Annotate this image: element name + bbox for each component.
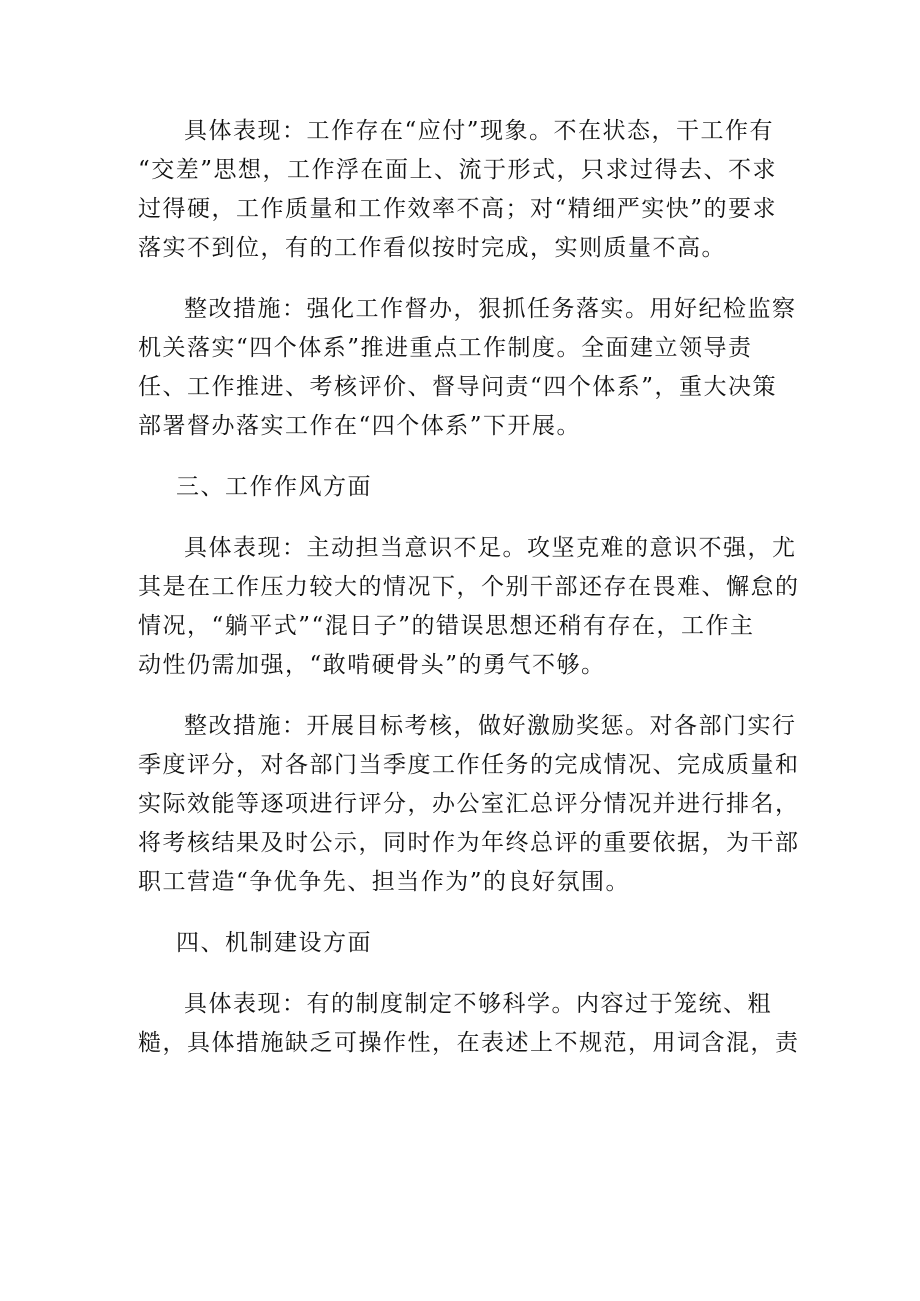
text-line: 职工营造“争优争先、担当作为”的良好氛围。 <box>138 869 631 895</box>
text-line: 过得硬，工作质量和工作效率不高；对“精细严实快”的要求 <box>138 196 778 222</box>
section-heading-work-style: 三、工作作风方面 <box>176 474 372 500</box>
text-line: 将考核结果及时公示，同时作为年终总评的重要依据，为干部 <box>138 830 800 856</box>
text-line: 整改措施：开展目标考核，做好激励奖惩。对各部门实行 <box>184 713 797 739</box>
text-line: 其是在工作压力较大的情况下，个别干部还存在畏难、懈怠的 <box>138 574 800 600</box>
text-line: 落实不到位，有的工作看似按时完成，实则质量不高。 <box>138 235 726 261</box>
paragraph-performance-2 <box>138 529 800 685</box>
text-line: 季度评分，对各部门当季度工作任务的完成情况、完成质量和 <box>138 752 800 778</box>
paragraph-measures-1 <box>138 290 797 446</box>
paragraph-performance-1 <box>138 112 778 268</box>
text-line: 整改措施：强化工作督办，狠抓任务落实。用好纪检监察 <box>184 296 797 322</box>
text-line: 具体表现：有的制度制定不够科学。内容过于笼统、粗 <box>184 991 772 1017</box>
text-line: 机关落实“四个体系”推进重点工作制度。全面建立领导责 <box>138 335 753 361</box>
text-line: 部署督办落实工作在“四个体系”下开展。 <box>138 413 582 439</box>
text-line: 糙，具体措施缺乏可操作性，在表述上不规范，用词含混，责 <box>138 1030 800 1056</box>
paragraph-performance-3 <box>138 985 800 1063</box>
text-line: 情况，“躺平式”“混日子”的错误思想还稍有存在，工作主 <box>138 613 755 639</box>
text-line: 具体表现：主动担当意识不足。攻坚克难的意识不强，尤 <box>184 535 797 561</box>
text-line: 具体表现：工作存在“应付”现象。不在状态，干工作有 <box>184 118 775 144</box>
text-line: “交差”思想，工作浮在面上、流于形式，只求过得去、不求 <box>138 157 778 183</box>
document-body <box>138 112 800 1085</box>
text-line: 实际效能等逐项进行评分，办公室汇总评分情况并进行排名， <box>138 791 800 817</box>
section-heading-mechanism: 四、机制建设方面 <box>176 930 372 956</box>
text-line: 任、工作推进、考核评价、督导问责“四个体系”，重大决策 <box>138 374 778 400</box>
text-line: 动性仍需加强，“敢啃硬骨头”的勇气不够。 <box>138 652 606 678</box>
paragraph-measures-2 <box>138 707 800 902</box>
